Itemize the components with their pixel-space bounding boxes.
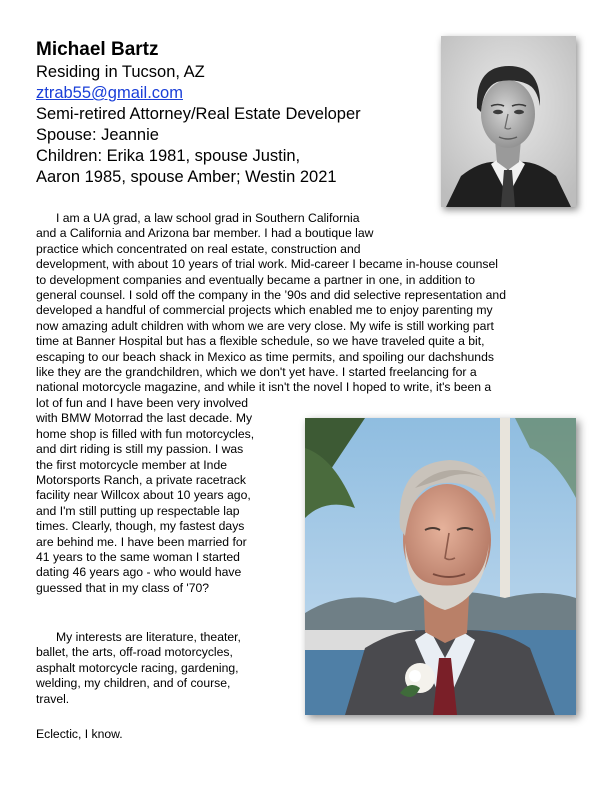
bio-line: to development companies and eventually became a partner in one, in addition to	[36, 272, 476, 287]
bio-line: I am a UA grad, a law school grad in Southern California	[56, 211, 360, 225]
bio-paragraph-2	[36, 630, 298, 707]
bio-line: now amazing adult children with whom we are very close. My wife is still working part	[36, 318, 494, 333]
person-name: Michael Bartz	[36, 39, 159, 60]
bio-line: ballet, the arts, off-road motorcycles,	[36, 645, 233, 660]
bio-line: are behind me. I have been married for	[36, 534, 247, 549]
bio-line: national motorcycle magazine, and while it isn't the novel I hoped to write, it's been a	[36, 380, 492, 395]
bio-line: developed a handful of commercial projects which enabled me to enjoy parenting my	[36, 303, 493, 318]
bio-line: time at Banner Hospital but has a flexible schedule, so we have traveled quite a bit,	[36, 334, 485, 349]
bio-line: home shop is filled with fun motorcycles,	[36, 426, 255, 441]
bio-line: like they are the grandchildren, which we don't yet have. I started freelancing for a	[36, 365, 477, 380]
email-link[interactable]: ztrab55@gmail.com	[36, 84, 183, 102]
bio-line: and a California and Arizona bar member. I had a boutique law	[36, 226, 374, 241]
children-line-1: Children: Erika 1981, spouse Justin,	[36, 147, 301, 165]
occupation: Semi-retired Attorney/Real Estate Developer	[36, 105, 361, 123]
bio-closing-line: Eclectic, I know.	[36, 727, 123, 741]
bio-line: escaping to our beach shack in Mexico as time permits, and spoiling our dachshunds	[36, 349, 494, 364]
bio-line: dating 46 years ago - who would have	[36, 565, 242, 580]
bio-line: welding, my children, and of course,	[36, 676, 231, 691]
bio-line: practice which concentrated on real estate, construction and	[36, 241, 361, 256]
bio-line: and I'm still putting up respectable lap	[36, 503, 240, 518]
bio-line: general counsel. I sold off the company in the ’90s and did selective representation and	[36, 288, 506, 303]
bio-line: facility near Willcox about 10 years ago,	[36, 488, 251, 503]
bio-line: Motorsports Ranch, a private racetrack	[36, 472, 246, 487]
bio-line: travel.	[36, 691, 70, 706]
bio-line: My interests are literature, theater,	[56, 630, 241, 644]
bio-line: asphalt motorcycle racing, gardening,	[36, 660, 239, 675]
residence: Residing in Tucson, AZ	[36, 63, 205, 81]
spouse: Spouse: Jeannie	[36, 126, 159, 144]
bio-line: lot of fun and I have been very involved	[36, 395, 249, 410]
bio-line: guessed that in my class of '70?	[36, 580, 210, 595]
profile-header	[36, 38, 436, 188]
bio-paragraph-1	[36, 211, 584, 596]
bio-line: and dirt riding is still my passion. I was	[36, 442, 244, 457]
bio-line: development, with about 10 years of trial work. Mid-career I became in-house counsel	[36, 257, 499, 272]
bio-line: the first motorcycle member at Inde	[36, 457, 228, 472]
bio-line: times. Clearly, though, my fastest days	[36, 519, 245, 534]
children-line-2: Aaron 1985, spouse Amber; Westin 2021	[36, 168, 337, 186]
bio-line: with BMW Motorrad the last decade. My	[36, 411, 253, 426]
young-portrait-image	[441, 36, 576, 207]
bio-line: 41 years to the same woman I started	[36, 549, 240, 564]
young-portrait-photo	[441, 36, 576, 207]
